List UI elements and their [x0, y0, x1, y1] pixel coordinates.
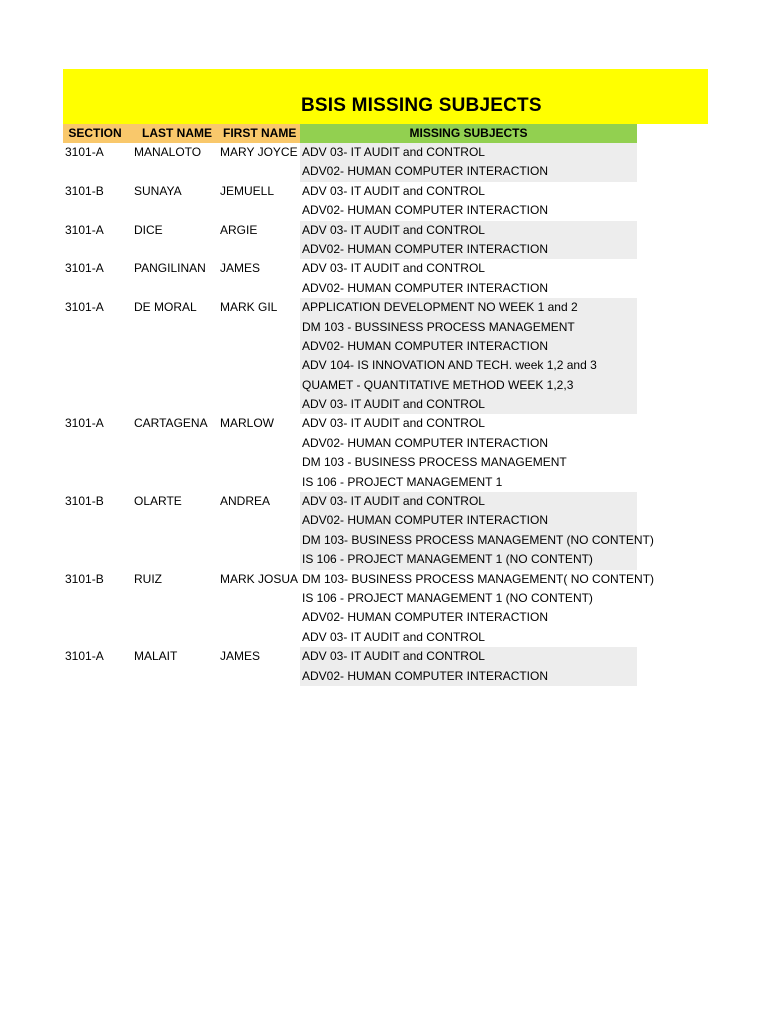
missing-subjects-cell	[300, 259, 637, 298]
table-row	[63, 647, 653, 686]
subject-item: IS 106 - PROJECT MANAGEMENT 1 (NO CONTENT)	[302, 552, 593, 567]
subject-item: APPLICATION DEVELOPMENT NO WEEK 1 and 2	[302, 300, 578, 315]
subject-item: DM 103- BUSINESS PROCESS MANAGEMENT( NO CONTENT)	[302, 571, 655, 586]
section-cell: 3101-B	[65, 183, 104, 198]
last-name-cell: RUIZ	[134, 571, 162, 586]
first-name-cell: MARK GIL	[220, 300, 278, 315]
subject-item: ADV02- HUMAN COMPUTER INTERACTION	[302, 164, 549, 179]
subject-item: DM 103 - BUSSINESS PROCESS MANAGEMENT	[302, 319, 575, 334]
header-first-name: FIRST NAME	[213, 124, 300, 143]
last-name-cell: PANGILINAN	[134, 261, 206, 276]
subject-item: ADV02- HUMAN COMPUTER INTERACTION	[302, 610, 549, 625]
subject-item: DM 103- BUSINESS PROCESS MANAGEMENT (NO CONTENT)	[302, 532, 654, 547]
subject-item: ADV 03- IT AUDIT and CONTROL	[302, 183, 485, 198]
last-name-cell: MANALOTO	[134, 145, 202, 159]
section-cell: 3101-A	[65, 261, 104, 276]
subject-item: ADV 03- IT AUDIT and CONTROL	[302, 494, 485, 509]
last-name-cell: OLARTE	[134, 494, 182, 509]
subject-item: ADV02- HUMAN COMPUTER INTERACTION	[302, 203, 549, 218]
section-cell: 3101-A	[65, 300, 104, 315]
missing-subjects-cell	[300, 570, 655, 648]
table-row	[63, 259, 653, 298]
header-last-name: LAST NAME	[127, 124, 213, 143]
first-name-cell: MARK JOSUA	[220, 571, 299, 586]
subject-item: ADV 03- IT AUDIT and CONTROL	[302, 649, 485, 664]
subject-item: ADV 03- IT AUDIT and CONTROL	[302, 629, 485, 644]
last-name-cell: CARTAGENA	[134, 416, 208, 431]
subject-item: ADV02- HUMAN COMPUTER INTERACTION	[302, 435, 549, 450]
subject-item: ADV02- HUMAN COMPUTER INTERACTION	[302, 668, 549, 683]
subject-item: ADV02- HUMAN COMPUTER INTERACTION	[302, 241, 549, 256]
section-cell: 3101-A	[65, 222, 104, 237]
subject-item: ADV02- HUMAN COMPUTER INTERACTION	[302, 338, 549, 353]
first-name-cell: JEMUELL	[220, 183, 275, 198]
first-name-cell: JAMES	[220, 649, 261, 664]
table-row	[63, 570, 653, 648]
subject-item: DM 103 - BUSINESS PROCESS MANAGEMENT	[302, 455, 567, 470]
first-name-cell: ARGIE	[220, 222, 258, 237]
subject-item: IS 106 - PROJECT MANAGEMENT 1	[302, 474, 503, 489]
table-row	[63, 414, 653, 492]
table-row	[63, 182, 653, 221]
section-cell: 3101-B	[65, 571, 104, 586]
missing-subjects-cell	[300, 182, 637, 221]
subject-item: ADV 03- IT AUDIT and CONTROL	[302, 145, 485, 159]
first-name-cell: MARY JOYCE	[220, 145, 298, 159]
subject-item: QUAMET - QUANTITATIVE METHOD WEEK 1,2,3	[302, 377, 574, 392]
student-table	[63, 143, 653, 686]
section-cell: 3101-A	[65, 416, 104, 431]
subject-item: ADV02- HUMAN COMPUTER INTERACTION	[302, 280, 549, 295]
section-cell: 3101-A	[65, 649, 104, 664]
last-name-cell: DICE	[134, 222, 163, 237]
subject-item: ADV 03- IT AUDIT and CONTROL	[302, 416, 485, 431]
section-cell: 3101-B	[65, 494, 104, 509]
subject-item: ADV 03- IT AUDIT and CONTROL	[302, 261, 485, 276]
first-name-cell: ANDREA	[220, 494, 271, 509]
subject-item: ADV02- HUMAN COMPUTER INTERACTION	[302, 513, 549, 528]
missing-subjects-cell	[300, 647, 637, 686]
table-row	[63, 492, 653, 570]
table-header	[63, 124, 637, 143]
missing-subjects-cell	[300, 492, 654, 570]
section-cell: 3101-A	[65, 145, 104, 159]
title-band	[63, 69, 708, 124]
last-name-cell: MALAIT	[134, 649, 178, 664]
subject-item: ADV 03- IT AUDIT and CONTROL	[302, 222, 485, 237]
table-row	[63, 298, 653, 414]
first-name-cell: JAMES	[220, 261, 261, 276]
last-name-cell: SUNAYA	[134, 183, 182, 198]
table-row	[63, 143, 653, 182]
header-section: SECTION	[63, 124, 127, 143]
table-row	[63, 221, 653, 260]
missing-subjects-cell	[300, 414, 637, 492]
missing-subjects-cell	[300, 298, 637, 414]
header-missing-subjects: MISSING SUBJECTS	[300, 124, 637, 143]
missing-subjects-cell	[300, 143, 637, 182]
subject-item: ADV 104- IS INNOVATION AND TECH. week 1,2 and 3	[302, 358, 597, 373]
first-name-cell: MARLOW	[220, 416, 274, 431]
last-name-cell: DE MORAL	[134, 300, 197, 315]
subject-item: IS 106 - PROJECT MANAGEMENT 1 (NO CONTENT)	[302, 590, 593, 605]
missing-subjects-cell	[300, 221, 637, 260]
subject-item: ADV 03- IT AUDIT and CONTROL	[302, 397, 485, 412]
page-title: BSIS MISSING SUBJECTS	[301, 95, 542, 116]
